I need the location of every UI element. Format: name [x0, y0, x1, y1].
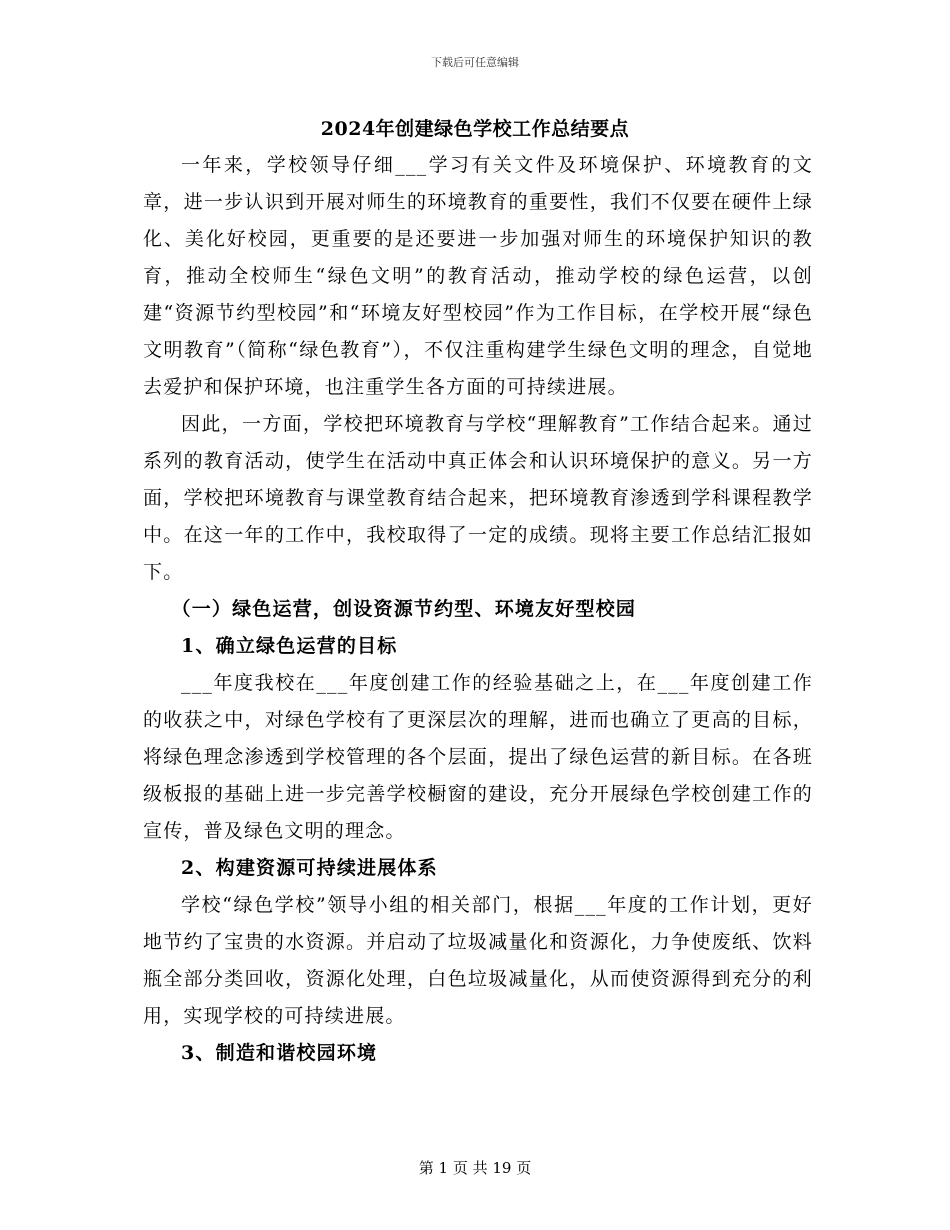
page-number-footer: 第 1 页 共 19 页: [418, 1159, 532, 1177]
header-note: 下载后可任意编辑: [431, 56, 519, 69]
paragraph-resources: 学校“绿色学校”领导小组的相关部门，根据___年度的工作计划，更好地节约了宝贵的水资源。并启动了垃圾减量化和资源化，力争使废纸、饮料瓶全部分类回收，资源化处理，白色垃圾减量化，从而使资源得到充分的利用，实现学校的可持续进展。: [143, 894, 813, 1027]
paragraph-goals: ___年度我校在___年度创建工作的经验基础之上，在___年度创建工作的收获之中，对绿色学校有了更深层次的理解，进而也确立了更高的目标，将绿色理念渗透到学校管理的各个层面，提出了绿色运营的新目标。在各班级板报的基础上进一步完善学校橱窗的建设，充分开展绿色学校创建工作的宣传，普及绿色文明的理念。: [143, 672, 813, 842]
subheading-2: 2、构建资源可持续进展体系: [181, 857, 438, 879]
paragraph-intro: 一年来，学校领导仔细___学习有关文件及环境保护、环境教育的文章，进一步认识到开展对师生的环境教育的重要性，我们不仅要在硬件上绿化、美化好校园，更重要的是还要进一步加强对师生的环境保护知识的教育，推动全校师生“绿色文明”的教育活动，推动学校的绿色运营，以创建“资源节约型校园”和“环境友好型校园”作为工作目标，在学校开展“绿色文明教育”（简称“绿色教育”），不仅注重构建学生绿色文明的理念，自觉地去爱护和保护环境，也注重学生各方面的可持续进展。: [143, 154, 813, 398]
paragraph-approach: 因此，一方面，学校把环境教育与学校“理解教育”工作结合起来。通过系列的教育活动，使学生在活动中真正体会和认识环境保护的意义。另一方面，学校把环境教育与课堂教育结合起来，把环境教育渗透到学科课程教学中。在这一年的工作中，我校取得了一定的成绩。现将主要工作总结汇报如下。: [143, 413, 813, 583]
subheading-3: 3、制造和谐校园环境: [181, 1042, 378, 1064]
document-body: [143, 147, 813, 1072]
document-title: 2024年创建绿色学校工作总结要点: [320, 118, 630, 140]
section-heading-1: （一）绿色运营，创设资源节约型、环境友好型校园: [171, 598, 637, 620]
subheading-1: 1、确立绿色运营的目标: [181, 635, 398, 657]
